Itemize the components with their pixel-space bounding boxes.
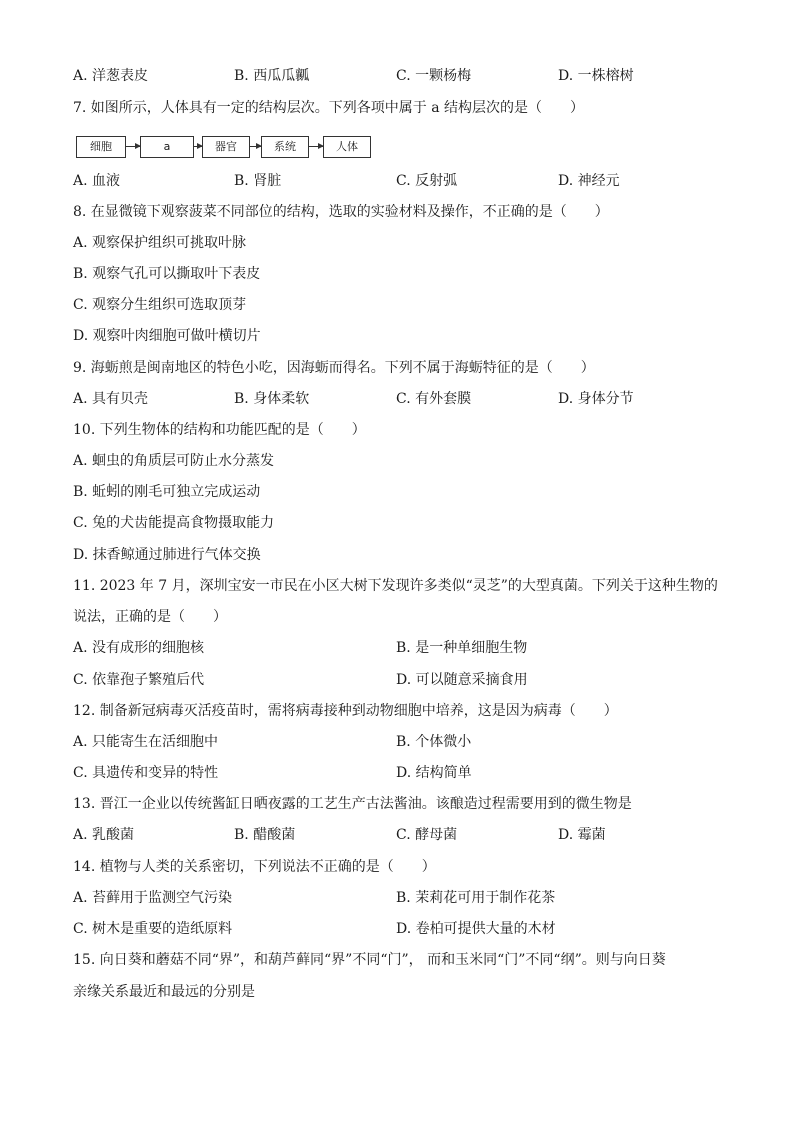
q14-option-a: A. 苔藓用于监测空气污染 [73,890,233,906]
q8-option-d: D. 观察叶肉细胞可做叶横切片 [73,328,261,344]
diagram-box-body: 人体 [323,136,371,158]
q8-option-b: B. 观察气孔可以撕取叶下表皮 [73,266,261,282]
q15-stem-continued: 亲缘关系最近和最远的分别是 [73,984,255,1000]
q10-option-b: B. 蚯蚓的刚毛可独立完成运动 [73,484,261,500]
diagram-box-organ: 器官 [202,136,250,158]
structure-levels-diagram [73,133,373,161]
q9-option-a: A. 具有贝壳 [73,391,149,407]
q11-stem-continued: 说法，正确的是（ ） [73,609,227,625]
q13-option-c: C. 酵母菌 [396,827,458,843]
q15-stem: 15. 向日葵和蘑菇不同“界”，和葫芦藓同“界”不同“门”， 而和玉米同“门”不同“纲”。则与向日葵 [73,952,666,968]
q6-option-c: C. 一颗杨梅 [396,68,472,84]
q7-stem: 7. 如图所示，人体具有一定的结构层次。下列各项中属于 a 结构层次的是（ ） [73,100,585,116]
q10-option-a: A. 蛔虫的角质层可防止水分蒸发 [73,453,275,469]
q7-option-c: C. 反射弧 [396,173,458,189]
q12-stem: 12. 制备新冠病毒灭活疫苗时，需将病毒接种到动物细胞中培养，这是因为病毒（ ） [73,703,618,719]
q13-option-d: D. 霉菌 [558,827,606,843]
diagram-arrow [249,146,261,147]
q6-option-a: A. 洋葱表皮 [73,68,149,84]
diagram-arrow [193,146,202,147]
q14-option-d: D. 卷柏可提供大量的木材 [396,921,556,937]
q14-option-b: B. 茉莉花可用于制作花茶 [396,890,556,906]
q7-option-d: D. 神经元 [558,173,620,189]
q9-option-d: D. 身体分节 [558,391,634,407]
q6-option-b: B. 西瓜瓜瓤 [234,68,310,84]
q7-option-b: B. 肾脏 [234,173,282,189]
q14-option-c: C. 树木是重要的造纸原料 [73,921,233,937]
q11-stem: 11. 2023 年 7 月，深圳宝安一市民在小区大树下发现许多类似“灵芝”的大型真菌。下列关于这种生物的 [73,578,718,594]
q12-option-a: A. 只能寄生在活细胞中 [73,734,219,750]
q10-option-d: D. 抹香鲸通过肺进行气体交换 [73,547,261,563]
q9-option-b: B. 身体柔软 [234,391,310,407]
q11-option-a: A. 没有成形的细胞核 [73,640,205,656]
q11-option-d: D. 可以随意采摘食用 [396,672,528,688]
q12-option-b: B. 个体微小 [396,734,472,750]
diagram-box-a: a [140,136,194,158]
q12-option-d: D. 结构简单 [396,765,472,781]
q13-option-b: B. 醋酸菌 [234,827,296,843]
q10-stem: 10. 下列生物体的结构和功能匹配的是（ ） [73,422,366,438]
diagram-box-system: 系统 [261,136,309,158]
q9-option-c: C. 有外套膜 [396,391,472,407]
diagram-arrow [125,146,140,147]
q10-option-c: C. 兔的犬齿能提高食物摄取能力 [73,515,275,531]
q13-option-a: A. 乳酸菌 [73,827,135,843]
q9-stem: 9. 海蛎煎是闽南地区的特色小吃，因海蛎而得名。下列不属于海蛎特征的是（ ） [73,360,595,376]
q12-option-c: C. 具遗传和变异的特性 [73,765,219,781]
q7-option-a: A. 血液 [73,173,121,189]
q8-option-a: A. 观察保护组织可挑取叶脉 [73,235,247,251]
q8-option-c: C. 观察分生组织可选取顶芽 [73,297,247,313]
diagram-box-cell: 细胞 [76,136,126,158]
q13-stem: 13. 晋江一企业以传统酱缸日晒夜露的工艺生产古法酱油。该酿造过程需要用到的微生物是 [73,796,632,812]
q11-option-c: C. 依靠孢子繁殖后代 [73,672,205,688]
q11-option-b: B. 是一种单细胞生物 [396,640,528,656]
q6-option-d: D. 一株榕树 [558,68,634,84]
q14-stem: 14. 植物与人类的关系密切，下列说法不正确的是（ ） [73,859,436,875]
q8-stem: 8. 在显微镜下观察菠菜不同部位的结构，选取的实验材料及操作，不正确的是（ ） [73,204,609,220]
diagram-arrow [308,146,323,147]
